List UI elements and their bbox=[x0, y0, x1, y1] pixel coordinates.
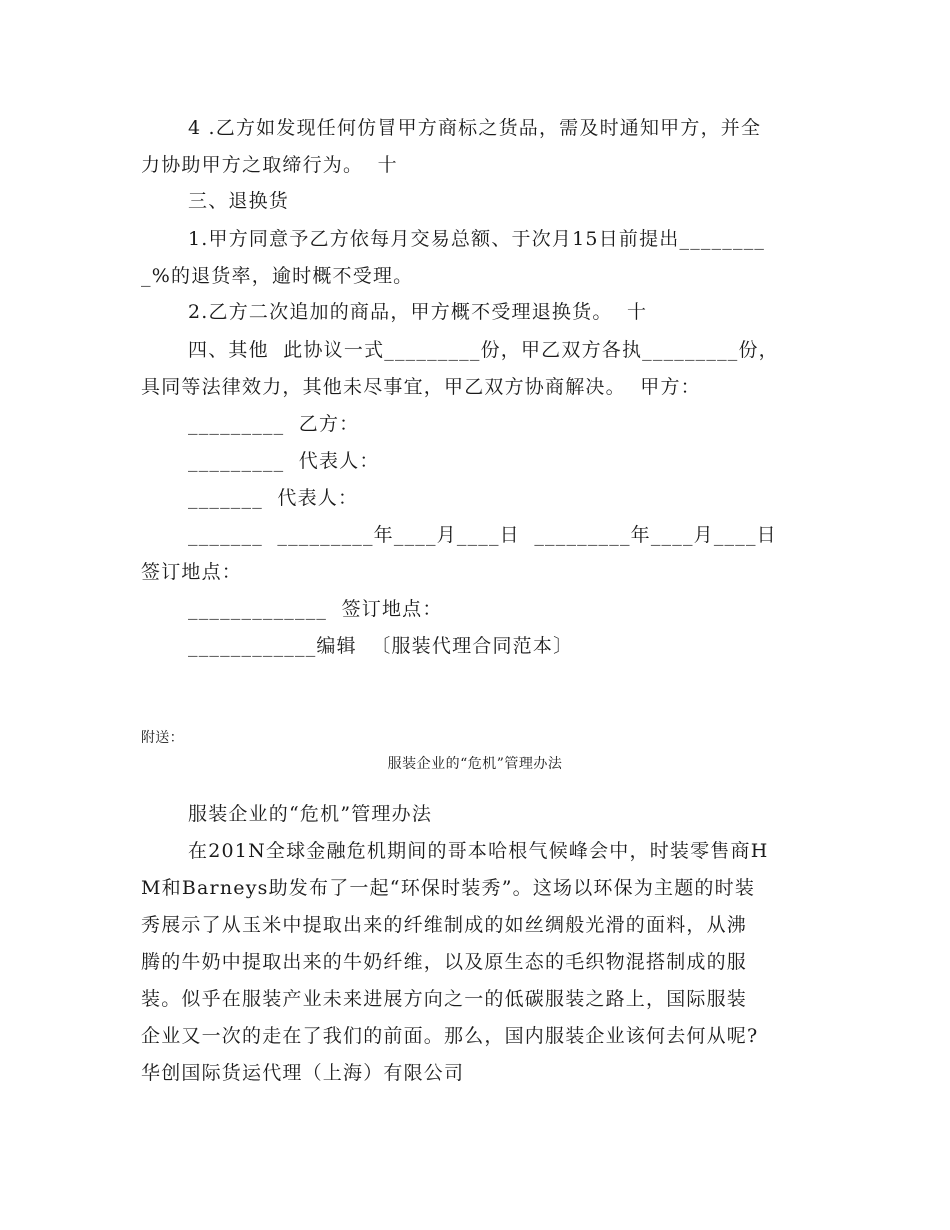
section-heading-returns: 三、退换货 bbox=[188, 190, 290, 212]
article-paragraph-line: 秀展示了从玉米中提取出来的纤维制成的如丝绸般光滑的面料，从沸 bbox=[141, 914, 748, 936]
signature-dates: _______ _________年____月____日 _________年____月____日 bbox=[188, 524, 777, 546]
appendix-caption: 服装企业的“危机”管理办法 bbox=[387, 756, 563, 772]
article-paragraph-line: 企业又一次的走在了我们的前面。那么，国内服装企业该何去何从呢? bbox=[141, 1025, 759, 1047]
article-title: 服装企业的“危机”管理办法 bbox=[188, 803, 433, 825]
returns-clause-1-cont: _%的退货率，逾时概不受理。 bbox=[141, 265, 414, 287]
signature-representative-b: _______ 代表人： bbox=[188, 487, 359, 509]
returns-clause-1: 1.甲方同意予乙方依每月交易总额、于次月15日前提出________ bbox=[188, 228, 766, 250]
contract-clause-4-cont: 力协助甲方之取缔行为。 十 bbox=[141, 154, 398, 176]
article-paragraph-line: M和Barneys助发布了一起“环保时装秀”。这场以环保为主题的时装 bbox=[141, 877, 756, 899]
company-name: 华创国际货运代理（上海）有限公司 bbox=[141, 1062, 465, 1084]
editor-note: ____________编辑 〔服装代理合同范本〕 bbox=[188, 635, 574, 657]
article-paragraph-line: 在201N全球金融危机期间的哥本哈根气候峰会中，时装零售商H bbox=[188, 840, 769, 862]
signature-party-b: _________ 乙方： bbox=[188, 413, 360, 435]
signing-place-b: _____________ 签订地点： bbox=[188, 598, 443, 620]
section-other-cont: 具同等法律效力，其他未尽事宜，甲乙双方协商解决。 甲方： bbox=[141, 376, 701, 398]
article-paragraph-line: 装。似乎在服装产业未来进展方向之一的低碳服装之路上，国际服装 bbox=[141, 988, 748, 1010]
section-other: 四、其他 此协议一式_________份，甲乙双方各执_________份， bbox=[188, 339, 779, 361]
returns-clause-2: 2.乙方二次追加的商品，甲方概不受理退换货。 十 bbox=[188, 301, 648, 323]
contract-clause-4: 4 .乙方如发现任何仿冒甲方商标之货品，需及时通知甲方，并全 bbox=[188, 117, 762, 139]
signature-representative-a: _________ 代表人： bbox=[188, 450, 380, 472]
signing-place-a: 签订地点： bbox=[141, 561, 243, 583]
article-paragraph-line: 腾的牛奶中提取出来的牛奶纤维，以及原生态的毛织物混搭制成的服 bbox=[141, 951, 748, 973]
appendix-label: 附送： bbox=[141, 730, 184, 746]
